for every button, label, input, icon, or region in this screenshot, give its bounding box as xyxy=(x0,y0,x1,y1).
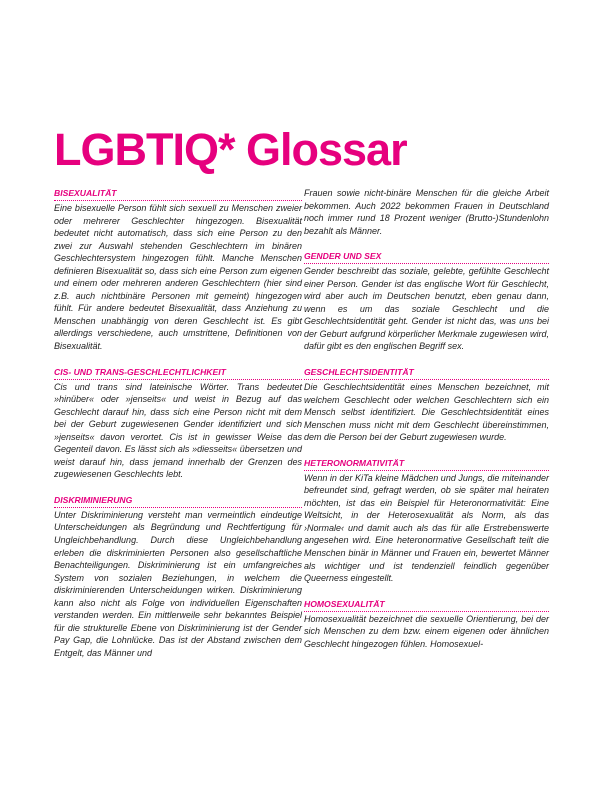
glossary-entry-bisexualitaet xyxy=(54,187,302,353)
glossary-entry-cis-trans xyxy=(54,366,302,481)
glossary-entry-homosexualitaet xyxy=(304,598,549,651)
glossary-entry-continuation xyxy=(304,187,549,237)
page-title: LGBTIQ* Glossar xyxy=(54,124,407,175)
term-heading: BISEXUALITÄT xyxy=(54,187,302,201)
term-definition: Homosexualität bezeichnet die sexuelle Orientierung, bei der sich Menschen zu dem bzw. einem eigenen oder ähnlichen Geschlecht hingezogen fühlen. Homosexuel- xyxy=(304,613,549,649)
right-column xyxy=(304,187,549,650)
term-heading: DISKRIMINIERUNG xyxy=(54,494,302,508)
term-heading: GESCHLECHTSIDENTITÄT xyxy=(304,366,549,380)
glossary-entry-heteronormativitaet xyxy=(304,457,549,585)
term-definition: Frauen sowie nicht-binäre Menschen für die gleiche Arbeit bekommen. Auch 2022 bekommen Frauen in Deutschland noch immer rund 18 Prozent weniger (Brutto-)Stundenlohn bezahlt als Männer. xyxy=(304,188,549,236)
glossary-entry-geschlechtsidentitaet xyxy=(304,366,549,444)
term-definition: Cis und trans sind lateinische Wörter. Trans bedeutet »hinüber« oder »jenseits« und weist in Bezug auf das Geschlecht darauf hin, dass sich eine Person nicht mit dem bei der Geburt zugewiesenen Gender identifiziert und sich »jenseits« davon verortet. Cis ist in gewisser Weise das Gegenteil davon. Es lässt sich als »diesseits« übersetzen und weist darauf hin, dass jemand innerhalb der Grenzen des zugewiesenen Geschlechts lebt. xyxy=(54,381,302,480)
term-definition: Wenn in der KiTa kleine Mädchen und Jungs, die miteinander befreundet sind, gefragt werden, ob sie später mal heiraten möchten, ist das ein Beispiel für Heteronormativität: Eine Weltsicht, in der Heterosexualität als Norm, als das ›Normale‹ und damit auch als das für alle Erstrebenswerte angesehen wird. Eine heteronormative Gesellschaft teilt die Menschen binär in Männer und Frauen ein, bewertet Männer als wichtiger und ist tendenziell feindlich gegenüber Queerness eingestellt. xyxy=(304,472,549,584)
term-definition: Eine bisexuelle Person fühlt sich sexuell zu Menschen zweier oder mehrerer Geschlechter hingezogen. Bisexualität bedeutet nicht automatisch, dass sich eine Person zu den zwei zur Auswahl stehenden Geschlechtern im binären Geschlechtersystem hingezogen fühlt. Manche Menschen definieren Bisexualität so, dass sich eine Person zum eigenen und einem oder mehreren anderen Geschlechtern (hier sind z.B. auch nichtbinäre Personen mit gemeint) hingezogen fühlt. Für andere bedeutet Bisexualität, dass Anziehung zu Menschen unabhängig von deren Geschlecht ist. Es gibt allerdings verschiedene, auch umstrittene, Definitionen von Bisexualität. xyxy=(54,203,302,352)
term-definition: Die Geschlechtsidentität eines Menschen bezeichnet, mit welchem Geschlecht oder welchen Geschlechtern sich ein Mensch selbst identifiziert. Die Geschlechtsidentität eines Menschen muss nicht mit dem Geschlecht übereinstimmen, dem die Person bei der Geburt zugewiesen wurde. xyxy=(304,382,549,443)
term-definition: Gender beschreibt das soziale, gelebte, gefühlte Geschlecht einer Person. Gender ist das englische Wort für Geschlecht, wird aber auch im Deutschen benutzt, eben genau dann, wenn es um das soziale Geschlecht und die Geschlechtsidentität geht. Gender ist nicht das, was uns bei der Geburt aufgrund körperlicher Merkmale zugewiesen wird, dafür gibt es den englischen Begriff sex. xyxy=(304,266,549,352)
glossary-entry-diskriminierung xyxy=(54,494,302,660)
term-heading: HETERONORMATIVITÄT xyxy=(304,457,549,471)
term-heading: HOMOSEXUALITÄT xyxy=(304,598,549,612)
glossary-entry-gender-sex xyxy=(304,250,549,353)
left-column xyxy=(54,187,302,660)
term-heading: GENDER UND SEX xyxy=(304,250,549,264)
term-heading: CIS- UND TRANS-GESCHLECHTLICHKEIT xyxy=(54,366,302,380)
term-definition: Unter Diskriminierung versteht man vermeintlich eindeutige Unterscheidungen als Begründung und Rechtfertigung für Ungleichbehandlung. Durch diese Ungleichbehandlung erleben die diskriminierten Personen also gesellschaftliche Benachteiligungen. Diskriminierung ist ein umfangreiches System von sozialen Beziehungen, in welchem die diskriminierenden Unterscheidungen wirken. Diskriminierung kann also nicht als Folge von individuellen Eigenschaften verstanden werden. Ein mittlerweile sehr bekanntes Beispiel für die strukturelle Ebene von Diskriminierung ist der Gender Pay Gap, die Lohnlücke. Das ist der Abstand zwischen dem Entgelt, das Männer und xyxy=(54,509,302,658)
